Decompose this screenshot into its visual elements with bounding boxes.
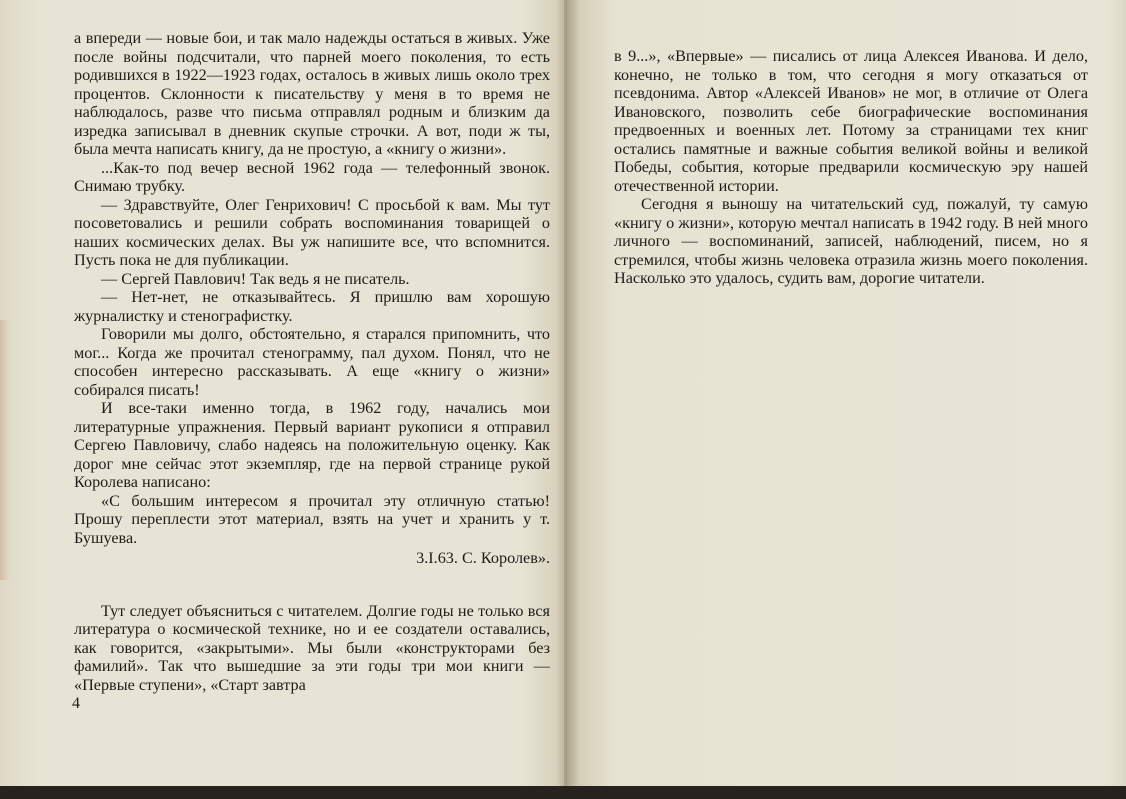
paragraph: Тут следует объясниться с читателем. Долгие годы не только вся литература о космической технике, но и ее создатели оставались, как говорится, «закрытыми». Мы были «конструкторами без фамилий». Так что вышедшие за эти годы три мои книги — «Первые ступени», «Старт завтра: [74, 601, 550, 694]
paragraph: а впереди — новые бои, и так мало надежды остаться в живых. Уже после войны подсчитали, что парней моего поколения, то есть родившихся в 1922—1923 годах, осталось в живых лишь около трех процентов. Склонности к писательству у меня в то время не наблюдалось, разве что письма отправлял родным и близким да изредка записывал в дневник скупые строчки. А вот, поди ж ты, была мечта написать книгу, да не простую, а «книгу о жизни».: [74, 29, 550, 158]
paragraph: ...Как-то под вечер весной 1962 года — телефонный звонок. Снимаю трубку.: [74, 158, 550, 195]
page-number: 4: [72, 695, 80, 712]
paragraph: — Нет-нет, не отказывайтесь. Я пришлю вам хорошую журналистку и стенографистку.: [74, 288, 550, 325]
left-page-text: [74, 29, 550, 694]
right-page-text: [614, 47, 1088, 288]
signature-line: 3.I.63. С. Королев».: [416, 549, 550, 567]
page-stain: [0, 320, 10, 580]
paragraph: — Здравствуйте, Олег Генрихович! С просьбой к вам. Мы тут посоветовались и решили собрать воспоминания товарищей о наших космических делах. Вы уж напишите все, что вспомнится. Пусть пока не для публикации.: [74, 195, 550, 269]
paragraph: Сегодня я выношу на читательский суд, пожалуй, ту самую «книгу о жизни», которую мечтал написать в 1942 году. В ней много личного — воспоминаний, записей, наблюдений, писем, но я стремился, чтобы жизнь человека отразила жизнь моего поколения. Насколько это удалось, судить вам, дорогие читатели.: [614, 195, 1088, 287]
paragraph: И все-таки именно тогда, в 1962 году, начались мои литературные упражнения. Первый вариант рукописи я отправил Сергею Павловичу, слабо надеясь на положительную оценку. Как дорог мне сейчас этот экземпляр, где на первой странице рукой Королева написано:: [74, 399, 550, 491]
book-gutter: [564, 0, 567, 786]
paragraph: в 9...», «Впервые» — писались от лица Алексея Иванова. И дело, конечно, не только в том, что сегодня я могу отказаться от псевдонима. Автор «Алексей Иванов» не мог, в отличие от Олега Ивановского, позволить себе биографические воспоминания предвоенных и военных лет. Потому за страницами тех книг остались памятные и важные события великой войны и великой Победы, события, которые предварили космическую эру нашей отечественной истории.: [614, 47, 1088, 195]
paragraph: Говорили мы долго, обстоятельно, я старался припомнить, что мог... Когда же прочитал стенограмму, пал духом. Понял, что не способен интересно рассказывать. А еще «книгу о жизни» собирался писать!: [74, 325, 550, 399]
scan-bottom-edge: [0, 786, 1126, 799]
quote-paragraph: «С большим интересом я прочитал эту отличную статью! Прошу переплести этот материал, взять на учет и хранить у т. Бушуева.: [74, 491, 550, 547]
paragraph: — Сергей Павлович! Так ведь я не писатель.: [101, 269, 410, 288]
